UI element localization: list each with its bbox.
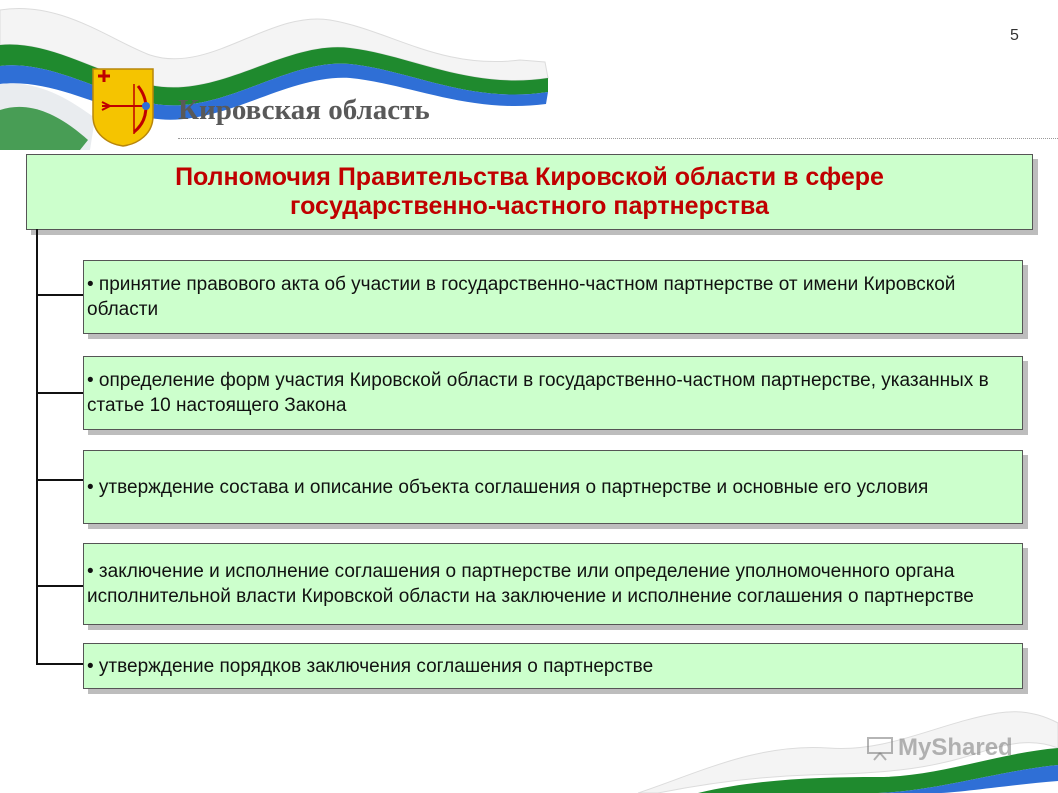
- slide-title-box: [26, 154, 1033, 230]
- region-title: Кировская область: [178, 94, 430, 126]
- authority-item-text: • утверждение состава и описание объекта соглашения о партнерстве и основные его условия: [87, 476, 929, 498]
- presentation-icon: [866, 735, 894, 761]
- authority-item-text: • утверждение порядков заключения соглашения о партнерстве: [87, 655, 654, 677]
- slide-title: [145, 163, 914, 221]
- slide-title-line-2: государственно-частного партнерства: [290, 192, 769, 220]
- slide-title-line-1: Полномочия Правительства Кировской области в сфере: [175, 163, 884, 191]
- authority-item-4: [83, 543, 1023, 625]
- connector-branch-5: [36, 663, 86, 665]
- authority-item-text: • заключение и исполнение соглашения о партнерстве или определение уполномоченного органа исполнительной власти Кировской области на заключение и исполнение соглашения о партнерстве: [87, 561, 974, 607]
- authority-item-2: [83, 356, 1023, 430]
- authority-item-1: [83, 260, 1023, 334]
- connector-branch-3: [36, 479, 86, 481]
- watermark-text: MyShared: [898, 734, 1013, 761]
- authority-item-3: [83, 450, 1023, 524]
- authority-item-5: [83, 643, 1023, 689]
- header-divider: [178, 138, 1058, 139]
- connector-branch-1: [36, 294, 86, 296]
- connector-branch-4: [36, 585, 86, 587]
- kirov-coat-of-arms-icon: [90, 66, 156, 148]
- connector-branch-2: [36, 392, 86, 394]
- flag-ribbon-top: [0, 0, 560, 150]
- authority-item-text: • определение форм участия Кировской области в государственно-частном партнерстве, указанных в статье 10 настоящего Закона: [87, 370, 989, 416]
- authority-item-text: • принятие правового акта об участии в государственно-частном партнерстве от имени Кировской области: [87, 274, 956, 320]
- page-number: 5: [1010, 27, 1019, 44]
